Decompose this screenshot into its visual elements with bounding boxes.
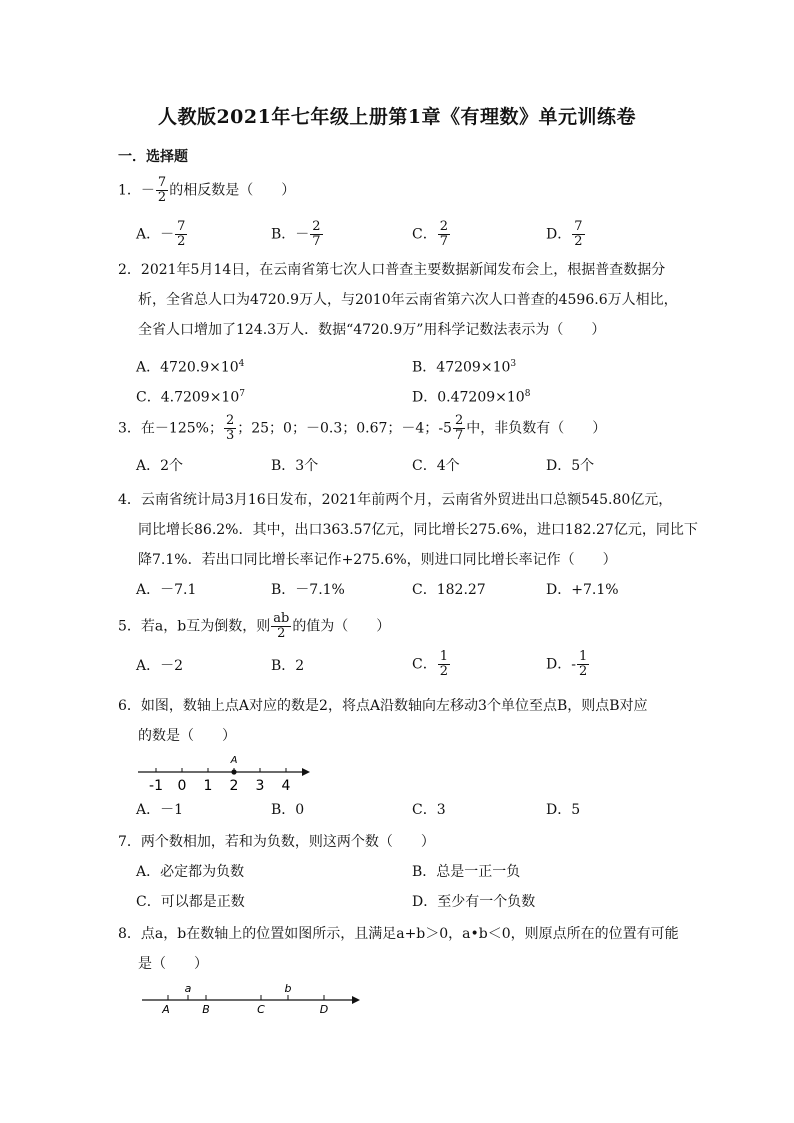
question-1: 1．－ $\frac{7}{2}$ 的相反数是（ ） bbox=[118, 175, 296, 205]
q2-option-b[interactable]: B．$47209\times 10^3$ bbox=[412, 359, 517, 376]
q5-option-c[interactable]: C． $\frac{1}{2}$ bbox=[412, 649, 448, 679]
section-heading: 一．选择题 bbox=[118, 149, 188, 165]
q6-option-b[interactable]: B．0 bbox=[271, 802, 305, 818]
q7-option-a[interactable]: A．必定都为负数 bbox=[136, 864, 245, 880]
q7-option-c[interactable]: C．可以都是正数 bbox=[136, 894, 245, 910]
q2-option-a[interactable]: A．$4720.9\times 10^4$ bbox=[136, 359, 245, 376]
tick-label: 3 bbox=[255, 778, 265, 794]
q7-option-d[interactable]: D．至少有一个负数 bbox=[412, 894, 536, 910]
q5-option-b[interactable]: B．2 bbox=[271, 658, 305, 674]
q7-option-b[interactable]: B．总是一正一负 bbox=[412, 864, 521, 880]
question-8: 8．点a，b在数轴上的位置如图所示，且满足a+b＞0，a•b＜0，则原点所在的位置有可能 是（ ） bbox=[118, 926, 679, 972]
number-line-q8 bbox=[140, 980, 362, 1016]
q1-option-b[interactable]: B．－ $\frac{2}{7}$ bbox=[271, 219, 321, 249]
exam-title: 人教版2021年七年级上册第1章《有理数》单元训练卷 bbox=[157, 106, 637, 128]
var-a-label: a bbox=[184, 982, 192, 995]
tick-label: 2 bbox=[229, 778, 239, 794]
question-number: 1． bbox=[118, 182, 141, 199]
question-5: 5．若a，b互为倒数，则 $\frac{ab}{2}$ 的值为（ ） bbox=[118, 611, 391, 641]
q1-option-d[interactable]: D． $\frac{7}{2}$ bbox=[546, 219, 583, 249]
point-a-dot bbox=[231, 769, 236, 774]
tick-label: 1 bbox=[203, 778, 213, 794]
q5-option-a[interactable]: A．－2 bbox=[136, 658, 184, 674]
question-text: 的相反数是（ ） bbox=[169, 182, 296, 199]
q5-option-d[interactable]: D．- $\frac{1}{2}$ bbox=[546, 649, 588, 679]
q2-option-c[interactable]: C．$4.7209\times 10^7$ bbox=[136, 389, 245, 406]
point-label: A bbox=[162, 1003, 170, 1016]
q3-option-d[interactable]: D．5个 bbox=[546, 458, 595, 474]
tick-label: -1 bbox=[149, 778, 163, 794]
arrow-icon bbox=[352, 996, 360, 1004]
point-a-label: A bbox=[230, 755, 238, 766]
q3-option-b[interactable]: B．3个 bbox=[271, 458, 319, 474]
tick-label: 4 bbox=[281, 778, 291, 794]
q6-option-c[interactable]: C．3 bbox=[412, 802, 446, 818]
q6-option-a[interactable]: A．－1 bbox=[136, 802, 184, 818]
point-label: D bbox=[319, 1003, 329, 1016]
q4-option-b[interactable]: B．－7.1% bbox=[271, 582, 345, 598]
question-7: 7．两个数相加，若和为负数，则这两个数（ ） bbox=[118, 834, 435, 850]
arrow-icon bbox=[302, 768, 310, 776]
var-b-label: b bbox=[284, 982, 292, 995]
number-line-q6 bbox=[136, 750, 311, 794]
q2-option-d[interactable]: D．$0.47209\times 10^8$ bbox=[412, 389, 531, 406]
question-4: 4．云南省统计局3月16日发布，2021年前两个月，云南省外贸进出口总额545.80亿元， 同比增长86.2%．其中，出口363.57亿元，同比增长275.6%，进口182.27亿元，同比下 降7.1%．若出口同比增长率记作+275.6%，则进口同比增长率记作（ ） bbox=[118, 492, 698, 568]
point-label: B bbox=[202, 1003, 210, 1016]
question-2: 2．2021年5月14日，在云南省第七次人口普查主要数据新闻发布会上，根据普查数据分 析，全省总人口为4720.9万人，与2010年云南省第六次人口普查的4596.6万人相比， 全省人口增加了124.3万人．数据“4720.9万”用科学记数法表示为（ ） bbox=[118, 262, 678, 338]
q1-option-c[interactable]: C． $\frac{2}{7}$ bbox=[412, 219, 448, 249]
question-3: 3．在－125%； $\frac{2}{3}$ ；25；0；－0.3；0.67；－4；-5 $\frac{2}{7}$ 中，非负数有（ ） bbox=[118, 413, 607, 443]
q4-option-c[interactable]: C．182.27 bbox=[412, 582, 486, 598]
q6-option-d[interactable]: D．5 bbox=[546, 802, 581, 818]
tick-label: 0 bbox=[177, 778, 187, 794]
question-6: 6．如图，数轴上点A对应的数是2，将点A沿数轴向左移动3个单位至点B，则点B对应 的数是（ ） bbox=[118, 698, 648, 744]
q4-option-d[interactable]: D．+7.1% bbox=[546, 582, 619, 598]
q3-option-a[interactable]: A．2个 bbox=[136, 458, 184, 474]
point-label: C bbox=[257, 1003, 265, 1016]
q3-option-c[interactable]: C．4个 bbox=[412, 458, 460, 474]
q1-option-a[interactable]: A．－ $\frac{7}{2}$ bbox=[136, 219, 186, 249]
fraction: $\frac{7}{2}$ bbox=[157, 175, 167, 205]
q4-option-a[interactable]: A．－7.1 bbox=[136, 582, 197, 598]
